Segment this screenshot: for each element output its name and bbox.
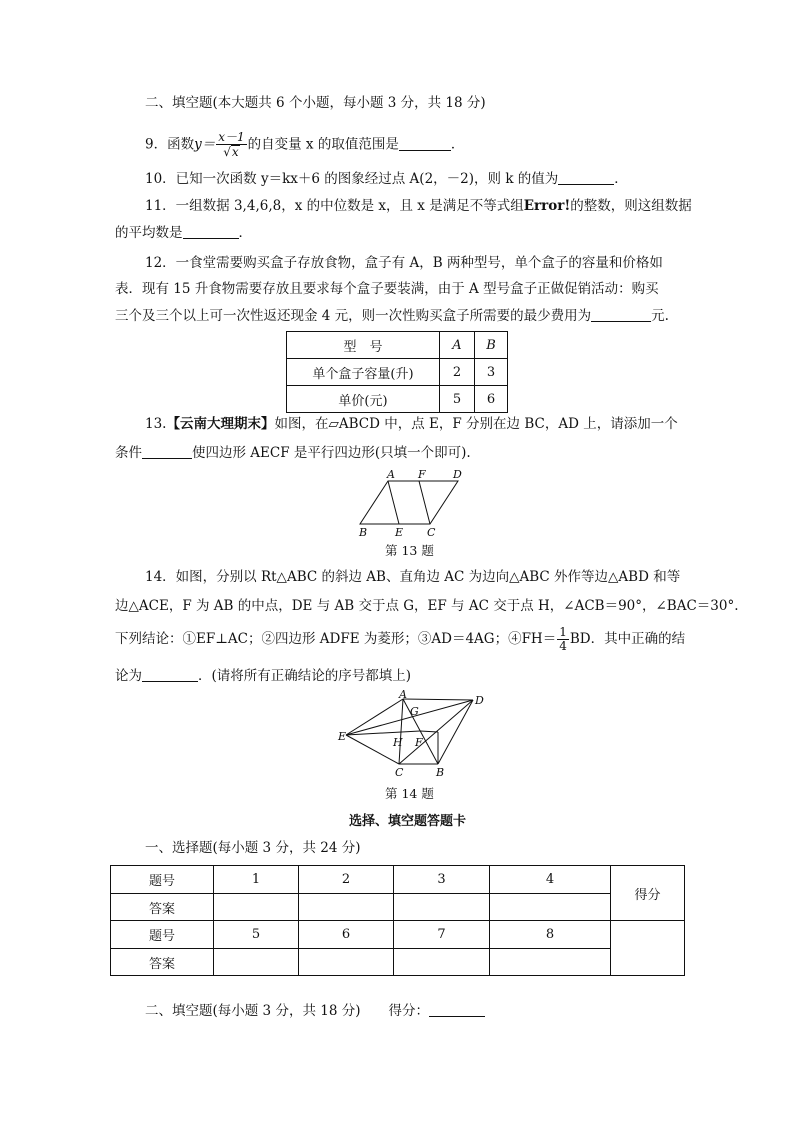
q9-post: 的自变量 x 的取值范围是 — [247, 136, 399, 153]
question-number-cell: 1 — [214, 866, 299, 894]
q12-table-cell: 单价(元) — [287, 386, 440, 413]
label-b: B — [436, 766, 445, 779]
q13-line2-a: 条件 — [115, 445, 142, 461]
q9-y: y＝ — [194, 136, 216, 153]
answer-card-row — [111, 866, 685, 894]
question-number-cell: 8 — [490, 921, 611, 949]
q14-line3-b: BD．其中正确的结 — [569, 631, 686, 647]
q14-answer-blank[interactable] — [142, 669, 198, 682]
answer-cell[interactable] — [394, 949, 490, 976]
q14-caption: 第 14 题 — [385, 786, 434, 801]
segment-db — [438, 700, 473, 764]
answer-card-row — [111, 949, 685, 976]
q9-denominator — [216, 145, 246, 159]
q13-caption: 第 13 题 — [385, 543, 434, 558]
q10-answer-blank[interactable] — [558, 172, 614, 185]
answer-card-title: 选择、填空题答题卡 — [349, 814, 467, 829]
q14-triangle-figure — [336, 690, 488, 780]
q12-table-cell: 6 — [475, 386, 508, 413]
q12-table-cell: 2 — [440, 359, 475, 386]
segment-ad — [403, 699, 473, 700]
answer-card-section2 — [145, 1004, 485, 1019]
label-e: E — [338, 730, 347, 743]
q13-line1 — [145, 418, 678, 432]
parallelogram-abcd — [360, 481, 458, 524]
answer-cell[interactable] — [490, 894, 611, 921]
answer-cell[interactable] — [214, 894, 299, 921]
answer-card-section1: 一、选择题(每小题 3 分，共 24 分) — [145, 840, 361, 856]
label-a: A — [387, 468, 395, 481]
q14-line4-b: ．(请将所有正确结论的序号都填上) — [198, 668, 412, 684]
q12-table-row — [287, 359, 508, 386]
label-d: D — [475, 694, 484, 707]
label-h: H — [393, 736, 403, 749]
segment-ae — [388, 481, 399, 524]
q14-line4-a: 论为 — [115, 668, 142, 684]
question-number-cell: 3 — [394, 866, 490, 894]
q14-fraction — [557, 626, 569, 653]
section2-label: 二、填空题(每小题 3 分，共 18 分) — [145, 1003, 361, 1019]
q13-line2 — [115, 446, 471, 461]
answer-cell[interactable] — [299, 894, 394, 921]
q14-line1: 14．如图，分别以 Rt△ABC 的斜边 AB、直角边 AC 为边向△ABC 外作等边△ABD 和等 — [145, 569, 681, 585]
q9-radicand: x — [231, 145, 239, 159]
question-number-cell: 6 — [299, 921, 394, 949]
answer-card-table — [110, 865, 685, 976]
q12-table-header-row — [287, 332, 508, 359]
q14-line4 — [115, 669, 411, 684]
q11-error-text: Error! — [523, 198, 571, 214]
q13-parallelogram-figure — [355, 466, 465, 538]
q12-table-row — [287, 386, 508, 413]
answer-cell[interactable] — [214, 949, 299, 976]
label-c: C — [395, 766, 404, 779]
q14-frac-den: 4 — [559, 639, 567, 653]
q12-table-cell: 3 — [475, 359, 508, 386]
label-e: E — [395, 526, 404, 538]
q12-table-header-cell: B — [475, 332, 508, 359]
row-label-num: 题号 — [111, 921, 214, 949]
q10-text: 10．已知一次函数 y＝kx＋6 的图象经过点 A(2，－2)，则 k 的值为 — [145, 171, 559, 187]
q12-table-cell: 5 — [440, 386, 475, 413]
q12-end: 元. — [651, 308, 669, 324]
answer-cell[interactable] — [394, 894, 490, 921]
label-f: F — [415, 736, 423, 749]
question-number-cell: 2 — [299, 866, 394, 894]
q14-frac-num: 1 — [559, 625, 567, 639]
row-label-num: 题号 — [111, 866, 214, 894]
question-number-cell: 5 — [214, 921, 299, 949]
q9-end: ． — [450, 136, 465, 153]
q13-line2-b: 使四边形 AECF 是平行四边形(只填一个即可). — [192, 445, 471, 461]
q13-source-tag: 【云南大理期末】 — [166, 416, 275, 432]
segment-ec — [346, 735, 399, 764]
row-label-ans: 答案 — [111, 949, 214, 976]
q9-sqrt-symbol: √ — [223, 145, 231, 159]
q11-answer-blank[interactable] — [183, 226, 239, 239]
q12-table-header-cell: 型 号 — [287, 332, 440, 359]
answer-card-row — [111, 894, 685, 921]
q12-price-table — [286, 331, 508, 413]
segment-f-mark — [420, 731, 438, 732]
q12-answer-blank[interactable] — [591, 309, 651, 322]
q14-line3-a: 下列结论：①EF⊥AC；②四边形 ADFE 为菱形；③AD＝4AG；④FH＝ — [115, 631, 557, 647]
q14-line3 — [115, 626, 685, 653]
q11-line2: 的平均数是 — [115, 225, 183, 241]
q10-end: ． — [614, 171, 628, 187]
q9-answer-blank[interactable] — [399, 138, 451, 151]
score-label-cell: 得分 — [611, 866, 685, 921]
q12-table-header-cell: A — [440, 332, 475, 359]
question-11-line1 — [145, 200, 692, 214]
q12-line2: 表．现有 15 升食物需要存放且要求每个盒子要装满，由于 A 型号盒子正做促销活动：购买 — [115, 281, 659, 297]
section2-heading: 二、填空题(本大题共 6 个小题，每小题 3 分，共 18 分) — [145, 95, 486, 111]
q11-line1-b: 的整数，则这组数据 — [570, 198, 692, 214]
q11-line1-a: 11．一组数据 3,4,6,8，x 的中位数是 x，且 x 是满足不等式组 — [145, 198, 524, 214]
q14-line2: 边△ACE，F 为 AB 的中点，DE 与 AB 交于点 G，EF 与 AC 交于点 H，∠ACB＝90°，∠BAC＝30°. — [115, 598, 739, 614]
label-g: G — [410, 705, 419, 718]
question-number-cell: 4 — [490, 866, 611, 894]
label-f: F — [418, 468, 426, 481]
q12-line1: 12．一食堂需要购买盒子存放食物，盒子有 A，B 两种型号，单个盒子的容量和价格如 — [145, 255, 663, 271]
q12-line3-text: 三个及三个以上可一次性返还现金 4 元，则一次性购买盒子所需要的最少费用为 — [115, 308, 592, 324]
label-b: B — [359, 526, 368, 538]
q13-number: 13. — [145, 416, 167, 432]
q12-line3 — [115, 309, 669, 324]
question-number-cell: 7 — [394, 921, 490, 949]
question-9 — [145, 131, 464, 159]
q9-pre: 9．函数 — [145, 136, 195, 153]
label-d: D — [453, 468, 462, 481]
answer-cell[interactable] — [299, 949, 394, 976]
answer-card-row — [111, 921, 685, 949]
q12-table-cell: 单个盒子容量(升) — [287, 359, 440, 386]
label-c: C — [427, 526, 436, 538]
q9-fraction — [216, 131, 246, 159]
row-label-ans: 答案 — [111, 894, 214, 921]
segment-ae — [346, 699, 403, 735]
answer-cell[interactable] — [490, 949, 611, 976]
score2-label: 得分： — [388, 1003, 429, 1019]
q13-answer-blank[interactable] — [142, 446, 192, 459]
q11-end: ． — [238, 225, 252, 241]
question-10 — [145, 172, 628, 187]
question-11-line2 — [115, 226, 252, 241]
score2-blank[interactable] — [429, 1004, 485, 1017]
score-value-cell[interactable] — [611, 921, 685, 976]
q13-line1-text: 如图，在▱ABCD 中，点 E，F 分别在边 BC，AD 上，请添加一个 — [274, 416, 678, 432]
segment-fc — [419, 481, 430, 524]
q9-numerator: x－1 — [218, 130, 245, 144]
label-a: A — [399, 690, 407, 701]
